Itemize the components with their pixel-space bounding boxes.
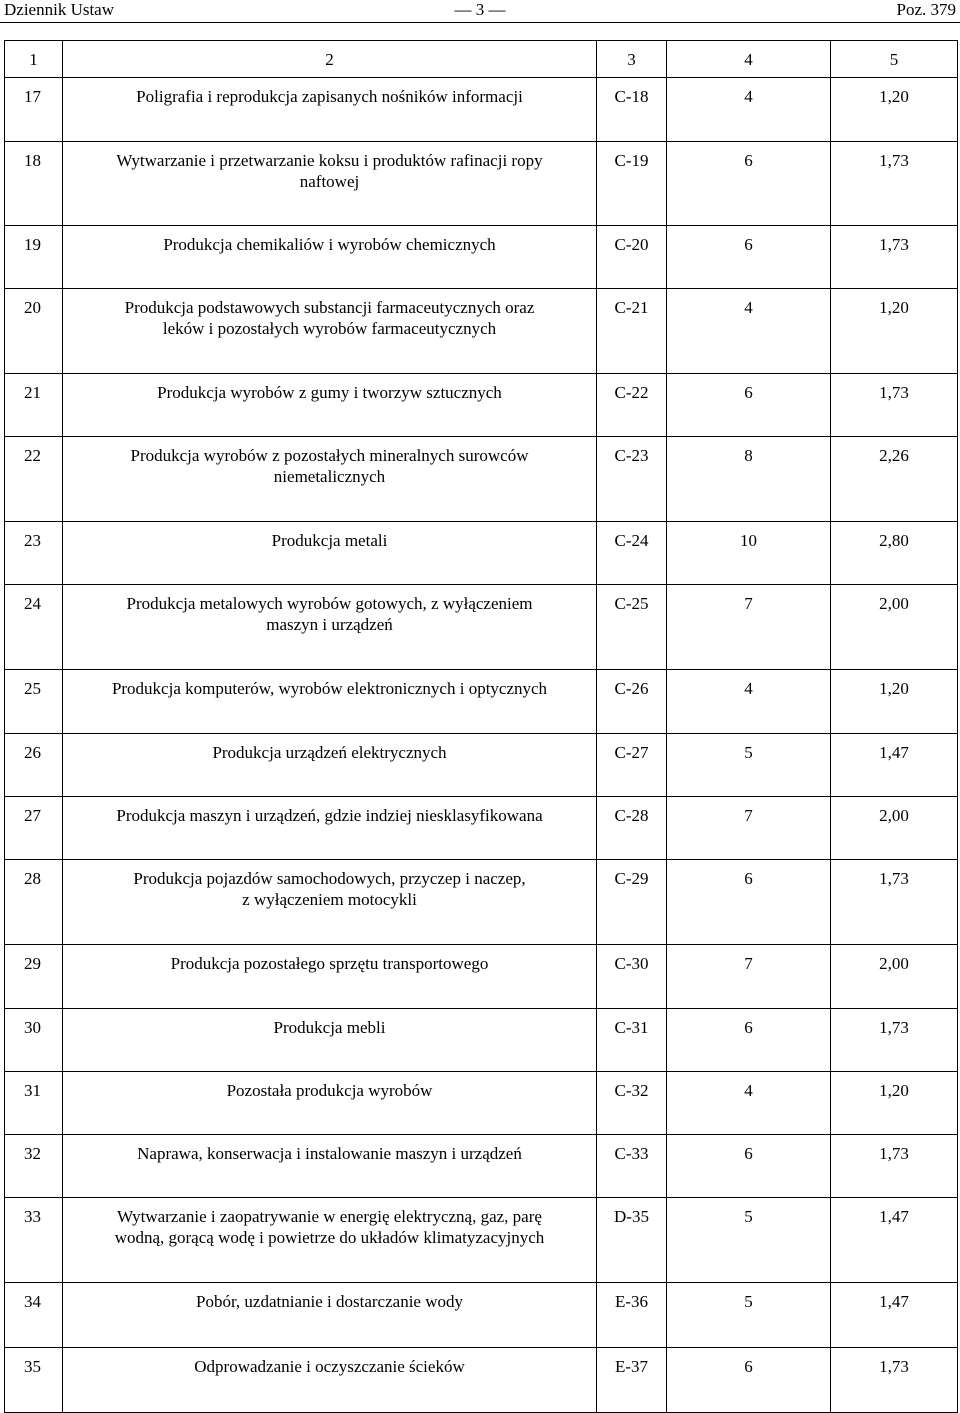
risk-group (667, 945, 831, 1009)
rate-value (831, 226, 958, 289)
activity-name (63, 860, 597, 945)
activity-name (63, 1198, 597, 1283)
row-number-text: 23 (24, 531, 41, 550)
pkd-code (597, 945, 667, 1009)
rate-value-text: 1,20 (879, 1081, 909, 1100)
pkd-code (597, 1348, 667, 1413)
pkd-code (597, 1009, 667, 1072)
rate-value-text: 2,26 (879, 446, 909, 465)
pkd-code (597, 1072, 667, 1135)
rate-value (831, 797, 958, 860)
row-number (5, 860, 63, 945)
pkd-code-text: C-25 (614, 594, 649, 613)
row-number (5, 522, 63, 585)
row-number-text: 31 (24, 1081, 41, 1100)
pkd-code (597, 437, 667, 522)
rate-value-text: 1,73 (879, 869, 909, 888)
risk-group (667, 1009, 831, 1072)
row-number-text: 34 (24, 1292, 41, 1311)
row-number-text: 28 (24, 869, 41, 888)
row-number (5, 585, 63, 670)
pkd-code-text: D-35 (614, 1207, 649, 1226)
activity-name-text: Naprawa, konserwacja i instalowanie maszyn i urządzeń (137, 1144, 522, 1163)
table-row (5, 522, 958, 585)
rate-value-text: 1,47 (879, 1292, 909, 1311)
risk-group-text: 10 (740, 531, 757, 550)
activity-name (63, 670, 597, 734)
row-number (5, 1283, 63, 1348)
rate-value (831, 945, 958, 1009)
risk-group-text: 7 (744, 954, 753, 973)
row-number-text: 30 (24, 1018, 41, 1037)
risk-group-text: 4 (744, 87, 753, 106)
pkd-code (597, 289, 667, 374)
rate-value (831, 1009, 958, 1072)
rate-value (831, 1135, 958, 1198)
pkd-code-text: C-20 (614, 235, 649, 254)
activity-name (63, 374, 597, 437)
row-number (5, 1072, 63, 1135)
activity-name-text: Pobór, uzdatnianie i dostarczanie wody (196, 1292, 463, 1311)
row-number (5, 78, 63, 142)
pkd-code (597, 142, 667, 226)
table-row (5, 142, 958, 226)
activity-name-text: Produkcja mebli (273, 1018, 386, 1037)
pkd-code-text: C-18 (614, 87, 649, 106)
row-number-text: 22 (24, 446, 41, 465)
column-number: 2 (63, 41, 597, 78)
rate-value-text: 1,73 (879, 1144, 909, 1163)
rate-value-text: 1,73 (879, 383, 909, 402)
activity-name-text: niemetalicznych (273, 467, 386, 486)
risk-group (667, 289, 831, 374)
risk-group (667, 1135, 831, 1198)
risk-group (667, 734, 831, 797)
pkd-code (597, 78, 667, 142)
rate-value-text: 1,73 (879, 235, 909, 254)
risk-group (667, 1283, 831, 1348)
rate-value-text: 2,00 (879, 594, 909, 613)
activity-name (63, 1072, 597, 1135)
column-number: 3 (597, 41, 667, 78)
risk-group-text: 6 (744, 151, 753, 170)
row-number (5, 1135, 63, 1198)
row-number-text: 24 (24, 594, 41, 613)
risk-group-text: 5 (744, 1292, 753, 1311)
rate-value (831, 522, 958, 585)
risk-group (667, 1198, 831, 1283)
rate-value (831, 374, 958, 437)
activity-name (63, 945, 597, 1009)
pkd-code-text: E-36 (614, 1292, 649, 1311)
row-number-text: 29 (24, 954, 41, 973)
row-number-text: 26 (24, 743, 41, 762)
risk-group-text: 4 (744, 1081, 753, 1100)
rate-value-text: 1,20 (879, 298, 909, 317)
row-number-text: 21 (24, 383, 41, 402)
row-number (5, 1009, 63, 1072)
rate-value (831, 585, 958, 670)
pkd-code (597, 374, 667, 437)
row-number-text: 20 (24, 298, 41, 317)
activity-name (63, 142, 597, 226)
pkd-code (597, 585, 667, 670)
risk-group-text: 6 (744, 1357, 753, 1376)
table-row (5, 734, 958, 797)
column-number: 5 (831, 41, 958, 78)
rate-value-text: 1,73 (879, 1357, 909, 1376)
row-number (5, 670, 63, 734)
risk-group-text: 6 (744, 1144, 753, 1163)
pkd-code-text: C-23 (614, 446, 649, 465)
pkd-code (597, 226, 667, 289)
row-number-text: 33 (24, 1207, 41, 1226)
rate-value (831, 670, 958, 734)
rate-value-text: 2,00 (879, 954, 909, 973)
risk-group-text: 6 (744, 1018, 753, 1037)
rate-value (831, 734, 958, 797)
pkd-code-text: C-29 (614, 869, 649, 888)
activity-name-text: Produkcja wyrobów z pozostałych mineralnych surowców (130, 446, 529, 465)
risk-group (667, 78, 831, 142)
rate-value-text: 1,73 (879, 1018, 909, 1037)
pkd-code-text: C-28 (614, 806, 649, 825)
row-number (5, 1198, 63, 1283)
journal-title: Dziennik Ustaw (4, 0, 115, 19)
activity-name-text: Produkcja komputerów, wyrobów elektronicznych i optycznych (111, 679, 548, 698)
row-number (5, 1348, 63, 1413)
risk-group-text: 8 (744, 446, 753, 465)
risk-group-text: 4 (744, 298, 753, 317)
row-number (5, 289, 63, 374)
risk-group-text: 6 (744, 869, 753, 888)
activity-name-text: Produkcja chemikaliów i wyrobów chemicznych (163, 235, 496, 254)
rate-value (831, 289, 958, 374)
pkd-code (597, 1198, 667, 1283)
risk-group-text: 7 (744, 594, 753, 613)
risk-group (667, 670, 831, 734)
activity-name-text: Produkcja podstawowych substancji farmaceutycznych oraz (124, 298, 535, 317)
activity-name-text: Produkcja wyrobów z gumy i tworzyw sztucznych (157, 383, 502, 402)
row-number-text: 32 (24, 1144, 41, 1163)
page-number: — 3 — (454, 0, 506, 19)
activity-name-text: Produkcja metalowych wyrobów gotowych, z wyłączeniem (126, 594, 533, 613)
table-row (5, 1135, 958, 1198)
risk-group-text: 6 (744, 383, 753, 402)
pkd-code (597, 797, 667, 860)
table-row (5, 1348, 958, 1413)
activity-name-text: wodną, gorącą wodę i powietrze do układów klimatyzacyjnych (114, 1228, 545, 1247)
pkd-code-text: C-21 (614, 298, 649, 317)
pkd-code-text: C-32 (614, 1081, 649, 1100)
rate-value-text: 2,00 (879, 806, 909, 825)
pkd-code-text: C-26 (614, 679, 649, 698)
table-row (5, 585, 958, 670)
risk-group-text: 5 (744, 743, 753, 762)
table-row (5, 670, 958, 734)
activity-name (63, 1283, 597, 1348)
activity-name (63, 585, 597, 670)
activity-name (63, 797, 597, 860)
rate-value-text: 1,47 (879, 1207, 909, 1226)
pkd-code-text: C-33 (614, 1144, 649, 1163)
table-row (5, 374, 958, 437)
row-number-text: 25 (24, 679, 41, 698)
table-row (5, 226, 958, 289)
risk-group-text: 7 (744, 806, 753, 825)
activity-name-text: Pozostała produkcja wyrobów (226, 1081, 433, 1100)
activity-name (63, 1135, 597, 1198)
row-number (5, 226, 63, 289)
activity-name-text: Produkcja maszyn i urządzeń, gdzie indziej niesklasyfikowana (116, 806, 543, 825)
risk-group (667, 437, 831, 522)
row-number (5, 734, 63, 797)
risk-group (667, 374, 831, 437)
table-row (5, 1283, 958, 1348)
row-number (5, 797, 63, 860)
risk-group-text: 5 (744, 1207, 753, 1226)
pkd-code-text: C-31 (614, 1018, 649, 1037)
pkd-code-text: C-19 (614, 151, 649, 170)
row-number-text: 18 (24, 151, 41, 170)
activity-name (63, 289, 597, 374)
activity-name (63, 226, 597, 289)
rate-value (831, 1198, 958, 1283)
activity-name-text: Produkcja metali (271, 531, 388, 550)
activity-name-text: z wyłączeniem motocykli (242, 890, 417, 909)
row-number-text: 35 (24, 1357, 41, 1376)
activity-name-text: Poligrafia i reprodukcja zapisanych nośników informacji (136, 87, 523, 106)
risk-group (667, 522, 831, 585)
activity-name (63, 1348, 597, 1413)
activity-name-text: Wytwarzanie i przetwarzanie koksu i produktów rafinacji ropy (116, 151, 543, 170)
risk-group (667, 1072, 831, 1135)
pkd-code-text: E-37 (614, 1357, 649, 1376)
activity-name (63, 734, 597, 797)
page-header (0, 0, 960, 23)
rate-value-text: 1,20 (879, 679, 909, 698)
rate-value (831, 142, 958, 226)
risk-group (667, 226, 831, 289)
rate-value-text: 1,20 (879, 87, 909, 106)
table-row (5, 289, 958, 374)
activity-name-text: maszyn i urządzeń (266, 615, 393, 634)
table-row (5, 437, 958, 522)
row-number (5, 945, 63, 1009)
column-number-row (5, 41, 958, 78)
activity-name-text: naftowej (299, 172, 360, 191)
activity-name (63, 437, 597, 522)
rate-value (831, 437, 958, 522)
risk-group (667, 1348, 831, 1413)
activity-name-text: Produkcja pozostałego sprzętu transportowego (170, 954, 489, 973)
rate-value-text: 1,47 (879, 743, 909, 762)
risk-group-text: 4 (744, 679, 753, 698)
table-row (5, 797, 958, 860)
activity-name-text: Produkcja pojazdów samochodowych, przyczep i naczep, (133, 869, 526, 888)
activity-name (63, 1009, 597, 1072)
rate-value (831, 1283, 958, 1348)
table-row (5, 860, 958, 945)
risk-group (667, 585, 831, 670)
column-number: 1 (5, 41, 63, 78)
pkd-code (597, 1283, 667, 1348)
pkd-code (597, 734, 667, 797)
row-number-text: 27 (24, 806, 41, 825)
pkd-code (597, 1135, 667, 1198)
risk-group (667, 797, 831, 860)
rate-value (831, 78, 958, 142)
row-number-text: 19 (24, 235, 41, 254)
risk-group-text: 6 (744, 235, 753, 254)
pkd-code-text: C-24 (614, 531, 649, 550)
pkd-code (597, 860, 667, 945)
row-number-text: 17 (24, 87, 41, 106)
rate-value (831, 860, 958, 945)
rate-value (831, 1348, 958, 1413)
rate-value-text: 2,80 (879, 531, 909, 550)
risk-group (667, 860, 831, 945)
table-row (5, 1009, 958, 1072)
row-number (5, 142, 63, 226)
position-number: Poz. 379 (896, 0, 956, 19)
pkd-code-text: C-30 (614, 954, 649, 973)
column-number: 4 (667, 41, 831, 78)
row-number (5, 374, 63, 437)
row-number (5, 437, 63, 522)
pkd-code (597, 670, 667, 734)
rate-value-text: 1,73 (879, 151, 909, 170)
rate-table (4, 40, 958, 1413)
pkd-code-text: C-27 (614, 743, 649, 762)
activity-name-text: leków i pozostałych wyrobów farmaceutycznych (162, 319, 497, 338)
activity-name (63, 522, 597, 585)
pkd-code (597, 522, 667, 585)
table-row (5, 945, 958, 1009)
activity-name (63, 78, 597, 142)
risk-group (667, 142, 831, 226)
table-row (5, 1198, 958, 1283)
pkd-code-text: C-22 (614, 383, 649, 402)
activity-name-text: Produkcja urządzeń elektrycznych (212, 743, 447, 762)
activity-name-text: Wytwarzanie i zaopatrywanie w energię elektryczną, gaz, parę (117, 1207, 542, 1226)
table-row (5, 1072, 958, 1135)
table-row (5, 78, 958, 142)
activity-name-text: Odprowadzanie i oczyszczanie ścieków (194, 1357, 465, 1376)
rate-value (831, 1072, 958, 1135)
